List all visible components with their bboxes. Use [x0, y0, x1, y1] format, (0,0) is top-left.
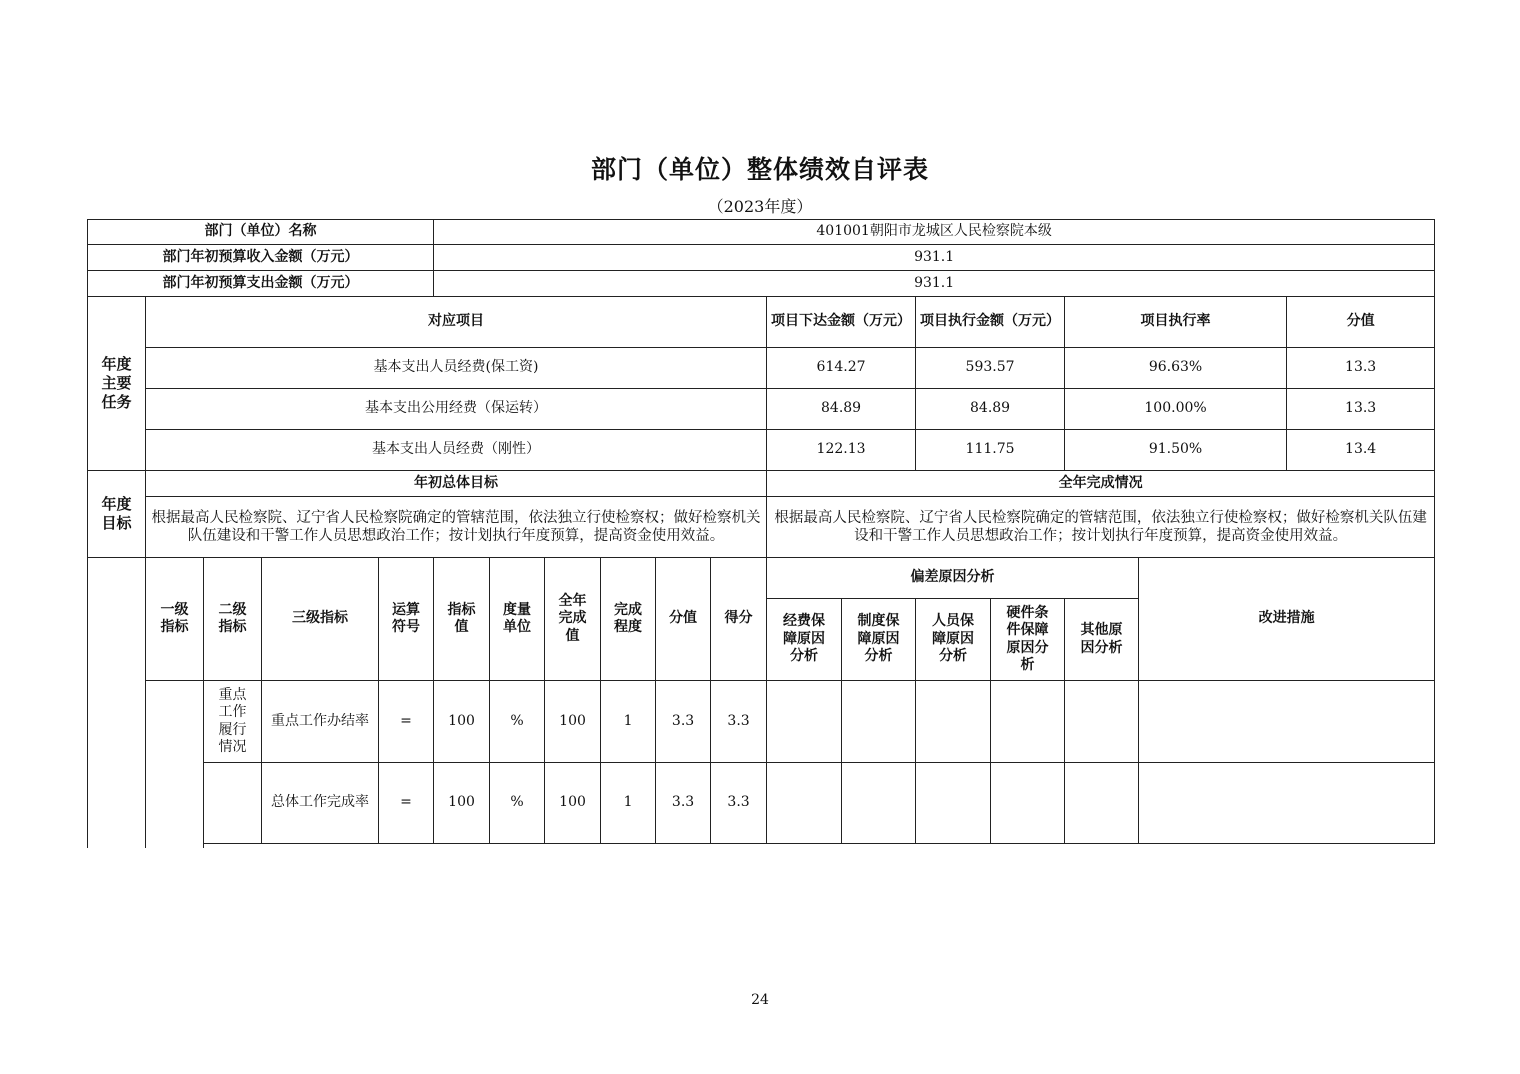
unit-name-row: [88, 220, 1435, 245]
ind-dev-hardware: [991, 763, 1065, 844]
goals-initial-text: 根据最高人民检察院、辽宁省人民检察院确定的管辖范围，依法独立行使检察权；做好检察机关队伍建设和干警工作人员思想政治工作；按计划执行年度预算，提高资金使用效益。: [146, 497, 767, 558]
ind-target: 100: [434, 681, 490, 763]
task-score: 13.3: [1287, 348, 1435, 389]
ind-dev-fund: [767, 681, 842, 763]
ind-target: 100: [434, 763, 490, 844]
ind-col-dev-system: [842, 599, 916, 681]
unit-name-value: 401001朝阳市龙城区人民检察院本级: [434, 220, 1435, 245]
ind-level2-continuation: [146, 844, 204, 848]
ind-operator: =: [379, 763, 434, 844]
ind-level1-cell: [146, 681, 204, 844]
ind-col-level2-text: 二级指标: [218, 601, 247, 635]
ind-col-dev-system-text: 制度保障原因分析: [857, 613, 900, 665]
ind-actual: 100: [545, 681, 601, 763]
task-item: 基本支出人员经费（刚性）: [146, 430, 767, 471]
ind-dev-other: [1065, 681, 1139, 763]
task-executed: 111.75: [916, 430, 1065, 471]
ind-col-degree-text: 完成程度: [614, 601, 643, 635]
page-number: 24: [751, 992, 769, 1008]
ind-col-level1: [146, 558, 204, 681]
ind-col-actual-text: 全年完成值: [558, 592, 587, 644]
page-title: 部门（单位）整体绩效自评表: [590, 155, 929, 184]
task-rate: 100.00%: [1065, 389, 1287, 430]
task-score: 13.4: [1287, 430, 1435, 471]
goals-completion-label: 全年完成情况: [767, 471, 1435, 497]
ind-dev-fund: [767, 763, 842, 844]
tasks-col-rate: 项目执行率: [1065, 297, 1287, 348]
task-issued: 122.13: [767, 430, 916, 471]
task-score: 13.3: [1287, 389, 1435, 430]
ind-improve: [1139, 763, 1435, 844]
ind-col-level3: 三级指标: [262, 558, 379, 681]
ind-col-dev-fund-text: 经费保障原因分析: [783, 613, 826, 665]
ind-col-deviation: 偏差原因分析: [767, 558, 1139, 599]
ind-col-level2: [204, 558, 262, 681]
table-cut-edge: [204, 844, 1287, 848]
ind-level1-continuation: [88, 844, 146, 848]
ind-operator: =: [379, 681, 434, 763]
ind-improve: [1139, 681, 1435, 763]
ind-col-improve: 改进措施: [1139, 558, 1435, 681]
ind-col-dev-fund: [767, 599, 842, 681]
goals-initial-label: 年初总体目标: [146, 471, 767, 497]
ind-dev-staff: [916, 763, 991, 844]
income-label: 部门年初预算收入金额（万元）: [88, 245, 434, 271]
ind-col-operator: [379, 558, 434, 681]
task-item: 基本支出人员经费(保工资): [146, 348, 767, 389]
goals-text-row: [88, 497, 1435, 558]
ind-got: 3.3: [711, 763, 767, 844]
page-subtitle-year: （2023年度）: [707, 197, 813, 216]
ind-degree: 1: [601, 681, 656, 763]
ind-col-dev-hardware: [991, 599, 1065, 681]
ind-col-dev-other-text: 其他原因分析: [1080, 622, 1123, 656]
ind-level2-cell: [204, 763, 262, 844]
ind-col-operator-text: 运算符号: [392, 601, 421, 635]
expense-row: [88, 271, 1435, 297]
ind-col-dev-staff: [916, 599, 991, 681]
task-executed: 84.89: [916, 389, 1065, 430]
tasks-section-label: [88, 297, 146, 471]
ind-col-target: [434, 558, 490, 681]
task-issued: 84.89: [767, 389, 916, 430]
ind-degree: 1: [601, 763, 656, 844]
goals-section-label-text: 年度目标: [101, 495, 132, 532]
income-row: [88, 245, 1435, 271]
ind-dev-system: [842, 681, 916, 763]
ind-col-got: 得分: [711, 558, 767, 681]
task-rate: 91.50%: [1065, 430, 1287, 471]
ind-dev-other: [1065, 763, 1139, 844]
tasks-col-issued: 项目下达金额（万元）: [767, 297, 916, 348]
ind-level2-cell: [204, 681, 262, 763]
table-continuation-row: [88, 844, 1435, 848]
indicator-row: [88, 681, 1435, 763]
ind-got: 3.3: [711, 681, 767, 763]
ind-score: 3.3: [656, 763, 711, 844]
ind-col-score: 分值: [656, 558, 711, 681]
tasks-col-executed: 项目执行金额（万元）: [916, 297, 1065, 348]
income-value: 931.1: [434, 245, 1435, 271]
ind-col-dev-other: [1065, 599, 1139, 681]
expense-label: 部门年初预算支出金额（万元）: [88, 271, 434, 297]
indicators-header-row: [88, 558, 1435, 599]
goals-header-row: [88, 471, 1435, 497]
task-rate: 96.63%: [1065, 348, 1287, 389]
tasks-header-row: [88, 297, 1435, 348]
ind-col-degree: [601, 558, 656, 681]
ind-level2-text: 重点工作履行情况: [218, 686, 247, 755]
ind-actual: 100: [545, 763, 601, 844]
tasks-section-label-text: 年度主要任务: [101, 355, 132, 411]
task-item: 基本支出公用经费（保运转）: [146, 389, 767, 430]
task-row: [88, 430, 1435, 471]
ind-dev-system: [842, 763, 916, 844]
tasks-col-item: 对应项目: [146, 297, 767, 348]
indicator-row: [88, 763, 1435, 844]
unit-name-label: 部门（单位）名称: [88, 220, 434, 245]
ind-dev-hardware: [991, 681, 1065, 763]
performance-evaluation-table: [87, 219, 1435, 848]
ind-unit: %: [490, 681, 545, 763]
tasks-col-score: 分值: [1287, 297, 1435, 348]
ind-col-level1-text: 一级指标: [160, 601, 189, 635]
ind-col-unit-text: 度量单位: [503, 601, 532, 635]
task-executed: 593.57: [916, 348, 1065, 389]
ind-unit: %: [490, 763, 545, 844]
ind-col-unit: [490, 558, 545, 681]
task-row: [88, 389, 1435, 430]
ind-score: 3.3: [656, 681, 711, 763]
ind-col-dev-hardware-text: 硬件条件保障原因分析: [1006, 604, 1049, 673]
task-issued: 614.27: [767, 348, 916, 389]
ind-col-actual: [545, 558, 601, 681]
goals-section-label: [88, 471, 146, 558]
expense-value: 931.1: [434, 271, 1435, 297]
goals-completion-text: 根据最高人民检察院、辽宁省人民检察院确定的管辖范围，依法独立行使检察权；做好检察机关队伍建设和干警工作人员思想政治工作；按计划执行年度预算，提高资金使用效益。: [767, 497, 1435, 558]
ind-dev-staff: [916, 681, 991, 763]
ind-col-dev-staff-text: 人员保障原因分析: [932, 613, 975, 665]
ind-col-target-text: 指标值: [447, 601, 476, 635]
ind-level3-cell: 重点工作办结率: [262, 681, 379, 763]
indicators-section-blank: [88, 558, 146, 844]
ind-level3-cell: 总体工作完成率: [262, 763, 379, 844]
task-row: [88, 348, 1435, 389]
